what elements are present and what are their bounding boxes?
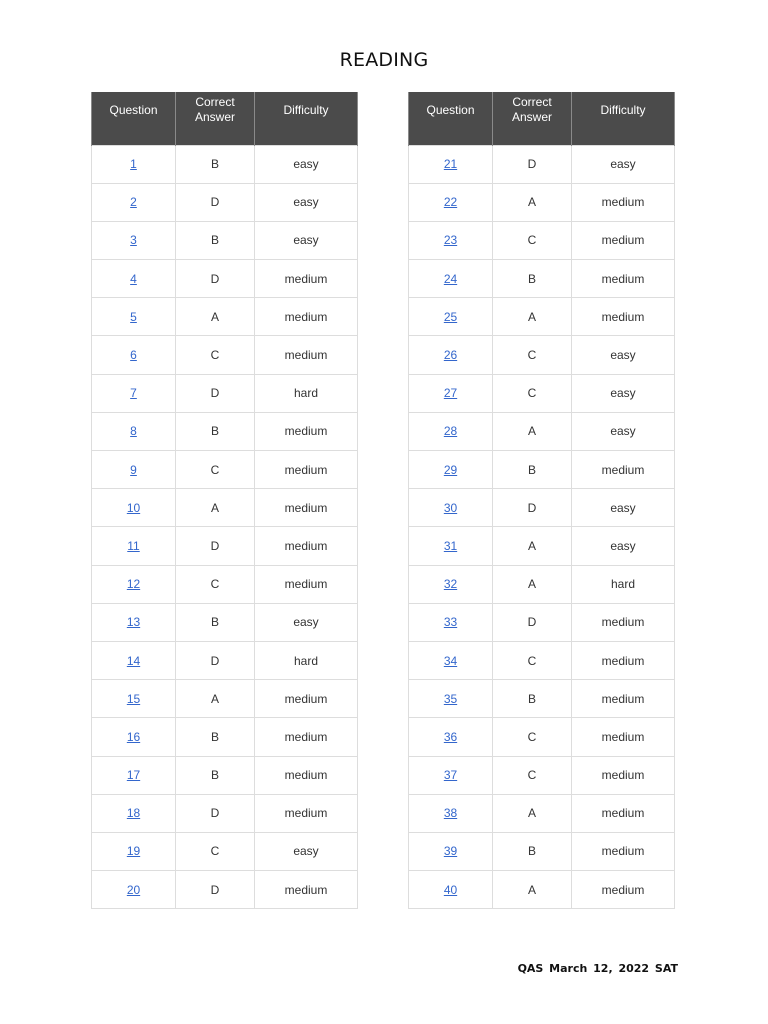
question-cell (409, 641, 493, 679)
correct-answer-cell: B (176, 756, 255, 794)
difficulty-cell: medium (572, 451, 675, 489)
difficulty-cell: easy (255, 183, 358, 221)
question-link[interactable]: 1 (130, 157, 137, 172)
correct-answer-cell: D (176, 527, 255, 565)
header-label: Correct Answer (194, 95, 235, 125)
difficulty-cell: medium (255, 794, 358, 832)
difficulty-column-header (572, 92, 675, 145)
question-link[interactable]: 25 (443, 309, 458, 324)
question-link[interactable]: 16 (126, 729, 141, 744)
difficulty-cell: easy (572, 412, 675, 450)
question-cell (92, 832, 176, 870)
table-row (409, 641, 675, 679)
question-link[interactable]: 2 (130, 195, 137, 210)
question-cell (409, 336, 493, 374)
difficulty-cell: medium (572, 871, 675, 909)
question-link[interactable]: 17 (126, 768, 141, 783)
question-cell (92, 298, 176, 336)
question-link[interactable]: 35 (443, 691, 458, 706)
question-cell (409, 527, 493, 565)
page-title: READING (339, 49, 429, 71)
question-link[interactable]: 38 (443, 806, 458, 821)
difficulty-cell: medium (572, 756, 675, 794)
correct-answer-cell: C (493, 374, 572, 412)
question-cell (92, 718, 176, 756)
correct-answer-cell: D (176, 794, 255, 832)
question-link[interactable]: 18 (126, 806, 141, 821)
correct-answer-cell: D (176, 183, 255, 221)
difficulty-cell: medium (572, 718, 675, 756)
table-row (409, 489, 675, 527)
correct-answer-cell: A (493, 298, 572, 336)
correct-answer-cell: B (176, 412, 255, 450)
question-link[interactable]: 9 (130, 462, 137, 477)
table-row (409, 794, 675, 832)
question-cell (92, 221, 176, 259)
difficulty-cell: hard (572, 565, 675, 603)
correct-answer-column-header (493, 92, 572, 145)
header-label: Question (426, 102, 475, 117)
difficulty-cell: hard (255, 374, 358, 412)
difficulty-cell: easy (255, 145, 358, 183)
question-link[interactable]: 32 (443, 577, 458, 592)
question-link[interactable]: 19 (126, 844, 141, 859)
question-link[interactable]: 21 (443, 157, 458, 172)
table-row (92, 871, 358, 909)
question-cell (92, 680, 176, 718)
table-row (92, 451, 358, 489)
question-link[interactable]: 29 (443, 462, 458, 477)
question-cell (92, 565, 176, 603)
table-row (409, 565, 675, 603)
difficulty-cell: medium (255, 298, 358, 336)
question-cell (409, 145, 493, 183)
correct-answer-cell: D (176, 871, 255, 909)
table-row (409, 336, 675, 374)
correct-answer-cell: C (493, 221, 572, 259)
question-link[interactable]: 28 (443, 424, 458, 439)
question-cell (409, 412, 493, 450)
question-link[interactable]: 15 (126, 691, 141, 706)
correct-answer-cell: B (176, 145, 255, 183)
difficulty-cell: easy (255, 603, 358, 641)
difficulty-cell: medium (572, 221, 675, 259)
difficulty-cell: medium (572, 183, 675, 221)
difficulty-cell: easy (255, 221, 358, 259)
question-link[interactable]: 30 (443, 500, 458, 515)
question-link[interactable]: 6 (130, 348, 137, 363)
question-cell (409, 374, 493, 412)
table-row (92, 756, 358, 794)
table-row (409, 221, 675, 259)
table-row (92, 718, 358, 756)
correct-answer-cell: C (176, 451, 255, 489)
difficulty-cell: medium (255, 260, 358, 298)
table-row (92, 794, 358, 832)
correct-answer-cell: A (493, 565, 572, 603)
correct-answer-cell: A (493, 794, 572, 832)
table-body (92, 145, 358, 909)
question-link[interactable]: 37 (443, 768, 458, 783)
difficulty-cell: easy (572, 336, 675, 374)
difficulty-cell: easy (572, 527, 675, 565)
question-link[interactable]: 39 (443, 844, 458, 859)
table-row (92, 489, 358, 527)
correct-answer-cell: B (176, 718, 255, 756)
header-row (409, 92, 675, 145)
question-cell (409, 260, 493, 298)
difficulty-cell: easy (255, 832, 358, 870)
correct-answer-cell: D (493, 603, 572, 641)
question-cell (92, 145, 176, 183)
difficulty-cell: medium (572, 680, 675, 718)
question-cell (92, 756, 176, 794)
table-row (92, 603, 358, 641)
table-row (92, 183, 358, 221)
difficulty-cell: medium (255, 680, 358, 718)
table-row (92, 565, 358, 603)
footer-note: QAS March 12, 2022 SAT (517, 962, 678, 975)
question-cell (409, 451, 493, 489)
question-link[interactable]: 20 (126, 882, 141, 897)
difficulty-cell: easy (572, 489, 675, 527)
correct-answer-cell: B (493, 451, 572, 489)
table-row (92, 221, 358, 259)
difficulty-cell: easy (572, 374, 675, 412)
question-link[interactable]: 36 (443, 729, 458, 744)
answer-key-table-right (408, 92, 675, 909)
correct-answer-cell: D (176, 641, 255, 679)
table-header (92, 92, 358, 145)
table-row (409, 451, 675, 489)
table-row (409, 871, 675, 909)
header-label: Difficulty (283, 102, 329, 117)
difficulty-cell: medium (572, 794, 675, 832)
question-cell (409, 718, 493, 756)
correct-answer-cell: A (493, 527, 572, 565)
question-cell (92, 183, 176, 221)
table-row (92, 298, 358, 336)
table-row (92, 412, 358, 450)
table-row (409, 680, 675, 718)
question-cell (92, 451, 176, 489)
question-column-header (92, 92, 176, 145)
question-link[interactable]: 12 (126, 577, 141, 592)
correct-answer-cell: A (176, 298, 255, 336)
question-cell (409, 871, 493, 909)
question-cell (92, 603, 176, 641)
correct-answer-cell: A (493, 412, 572, 450)
table-row (409, 756, 675, 794)
question-cell (409, 603, 493, 641)
difficulty-cell: medium (255, 718, 358, 756)
question-link[interactable]: 22 (443, 195, 458, 210)
table-row (409, 832, 675, 870)
correct-answer-cell: C (176, 336, 255, 374)
question-link[interactable]: 8 (130, 424, 137, 439)
difficulty-cell: medium (572, 260, 675, 298)
correct-answer-cell: D (493, 489, 572, 527)
correct-answer-cell: B (176, 603, 255, 641)
table-row (409, 183, 675, 221)
correct-answer-cell: C (493, 641, 572, 679)
difficulty-cell: medium (255, 871, 358, 909)
difficulty-cell: medium (572, 298, 675, 336)
question-link[interactable]: 27 (443, 386, 458, 401)
table-row (409, 412, 675, 450)
question-link[interactable]: 31 (443, 538, 458, 553)
question-link[interactable]: 33 (443, 615, 458, 630)
difficulty-cell: medium (255, 451, 358, 489)
table-row (92, 641, 358, 679)
question-link[interactable]: 11 (127, 538, 140, 553)
question-cell (92, 641, 176, 679)
question-link[interactable]: 7 (130, 386, 137, 401)
table-row (92, 145, 358, 183)
question-link[interactable]: 14 (126, 653, 141, 668)
difficulty-cell: medium (255, 412, 358, 450)
correct-answer-cell: A (176, 680, 255, 718)
difficulty-cell: medium (255, 756, 358, 794)
question-cell (92, 527, 176, 565)
table-row (409, 298, 675, 336)
table-body (409, 145, 675, 909)
difficulty-cell: medium (255, 336, 358, 374)
table-row (409, 527, 675, 565)
difficulty-column-header (255, 92, 358, 145)
correct-answer-cell: B (493, 832, 572, 870)
difficulty-cell: medium (572, 603, 675, 641)
difficulty-cell: easy (572, 145, 675, 183)
table-row (92, 260, 358, 298)
correct-answer-cell: C (493, 718, 572, 756)
table-row (409, 374, 675, 412)
table-row (92, 374, 358, 412)
table-row (409, 145, 675, 183)
question-cell (92, 871, 176, 909)
question-link[interactable]: 34 (443, 653, 458, 668)
correct-answer-cell: A (493, 871, 572, 909)
question-link[interactable]: 26 (443, 348, 458, 363)
question-cell (92, 336, 176, 374)
difficulty-cell: hard (255, 641, 358, 679)
table-row (92, 336, 358, 374)
correct-answer-cell: A (493, 183, 572, 221)
question-cell (409, 489, 493, 527)
question-link[interactable]: 3 (130, 233, 137, 248)
correct-answer-cell: D (493, 145, 572, 183)
table-row (409, 718, 675, 756)
question-cell (92, 260, 176, 298)
question-link[interactable]: 40 (443, 882, 458, 897)
correct-answer-column-header (176, 92, 255, 145)
question-cell (92, 794, 176, 832)
correct-answer-cell: C (176, 565, 255, 603)
question-cell (409, 221, 493, 259)
header-row (92, 92, 358, 145)
correct-answer-cell: B (493, 260, 572, 298)
question-cell (409, 183, 493, 221)
question-link[interactable]: 13 (126, 615, 141, 630)
header-label: Difficulty (600, 102, 646, 117)
table-row (92, 680, 358, 718)
question-cell (92, 374, 176, 412)
answer-key-table-left (91, 92, 358, 909)
table-row (92, 527, 358, 565)
difficulty-cell: medium (572, 832, 675, 870)
header-label: Question (109, 102, 158, 117)
correct-answer-cell: B (176, 221, 255, 259)
question-cell (409, 298, 493, 336)
difficulty-cell: medium (572, 641, 675, 679)
correct-answer-cell: C (493, 336, 572, 374)
question-cell (409, 680, 493, 718)
question-cell (409, 832, 493, 870)
question-link[interactable]: 5 (130, 309, 137, 324)
table-row (409, 260, 675, 298)
correct-answer-cell: B (493, 680, 572, 718)
question-cell (92, 412, 176, 450)
question-link[interactable]: 10 (126, 500, 141, 515)
difficulty-cell: medium (255, 565, 358, 603)
question-cell (409, 756, 493, 794)
correct-answer-cell: D (176, 374, 255, 412)
question-column-header (409, 92, 493, 145)
question-cell (409, 794, 493, 832)
header-label: Correct Answer (511, 95, 552, 125)
table-row (92, 832, 358, 870)
question-cell (92, 489, 176, 527)
question-link[interactable]: 24 (443, 271, 458, 286)
question-link[interactable]: 4 (130, 271, 137, 286)
table-header (409, 92, 675, 145)
table-row (409, 603, 675, 641)
correct-answer-cell: C (493, 756, 572, 794)
correct-answer-cell: C (176, 832, 255, 870)
difficulty-cell: medium (255, 527, 358, 565)
question-cell (409, 565, 493, 603)
correct-answer-cell: D (176, 260, 255, 298)
difficulty-cell: medium (255, 489, 358, 527)
correct-answer-cell: A (176, 489, 255, 527)
question-link[interactable]: 23 (443, 233, 458, 248)
